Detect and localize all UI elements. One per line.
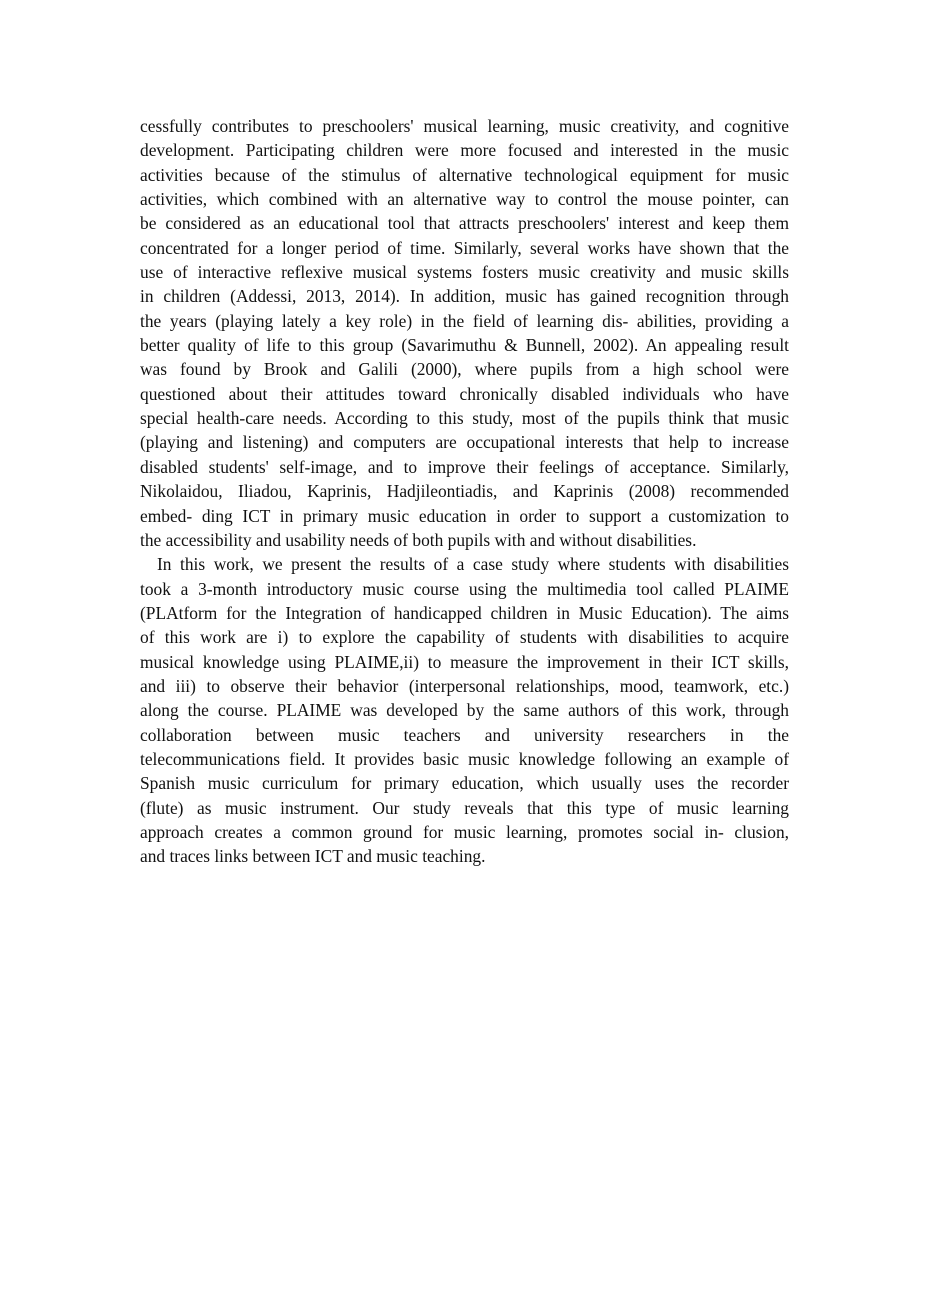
text-line: approach creates a common ground for music learning, promotes social in- clusion, [140,821,789,842]
text-line: in children (Addessi, 2013, 2014). In addition, music has gained recognition through [140,286,789,307]
text-line: Nikolaidou, Iliadou, Kaprinis, Hadjileontiadis, and Kaprinis (2008) recommended [140,481,789,502]
text-line: activities, which combined with an alternative way to control the mouse pointer, can [140,189,789,210]
paragraph-case-study [140,552,789,868]
text-line: activities because of the stimulus of alternative technological equipment for music [140,164,789,185]
text-line: telecommunications field. It provides basic music knowledge following an example of [140,748,789,769]
text-line: Spanish music curriculum for primary education, which usually uses the recorder [140,773,789,794]
text-line: use of interactive reflexive musical systems fosters music creativity and music skills [140,262,789,283]
text-line: took a 3-month introductory music course using the multimedia tool called PLAIME [140,578,789,599]
text-line: (PLAtform for the Integration of handicapped children in Music Education). The aims [140,602,789,623]
text-line: the accessibility and usability needs of both pupils with and without disabilities. [140,529,697,550]
text-line: along the course. PLAIME was developed by the same authors of this work, through [140,700,789,721]
text-line: (flute) as music instrument. Our study reveals that this type of music learning [140,797,789,818]
text-line: development. Participating children were more focused and interested in the music [140,140,789,161]
text-line: the years (playing lately a key role) in the field of learning dis- abilities, providing a [140,310,789,331]
text-line: embed- ding ICT in primary music education in order to support a customization to [140,505,789,526]
text-line: and iii) to observe their behavior (interpersonal relationships, mood, teamwork, etc.) [140,675,789,696]
text-line: was found by Brook and Galili (2000), where pupils from a high school were [140,359,789,380]
text-line: of this work are i) to explore the capability of students with disabilities to acquire [140,627,789,648]
text-line: musical knowledge using PLAIME,ii) to measure the improvement in their ICT skills, [140,651,789,672]
paragraph-continuation [140,114,789,552]
text-line: better quality of life to this group (Savarimuthu & Bunnell, 2002). An appealing result [140,335,789,356]
text-line: be considered as an educational tool that attracts preschoolers' interest and keep them [140,213,789,234]
text-line: questioned about their attitudes toward chronically disabled individuals who have [140,383,789,404]
text-line: and traces links between ICT and music teaching. [140,846,486,867]
text-line: concentrated for a longer period of time. Similarly, several works have shown that the [140,237,789,258]
text-line: In this work, we present the results of a case study where students with disabilities [157,554,789,575]
text-line: cessfully contributes to preschoolers' musical learning, music creativity, and cognitive [140,116,789,136]
text-line: (playing and listening) and computers are occupational interests that help to increase [140,432,789,453]
body-text [140,114,789,869]
text-line: collaboration between music teachers and university researchers in the [140,724,789,745]
text-line: special health-care needs. According to this study, most of the pupils think that music [140,408,789,429]
text-line: disabled students' self-image, and to improve their feelings of acceptance. Similarly, [140,456,789,477]
